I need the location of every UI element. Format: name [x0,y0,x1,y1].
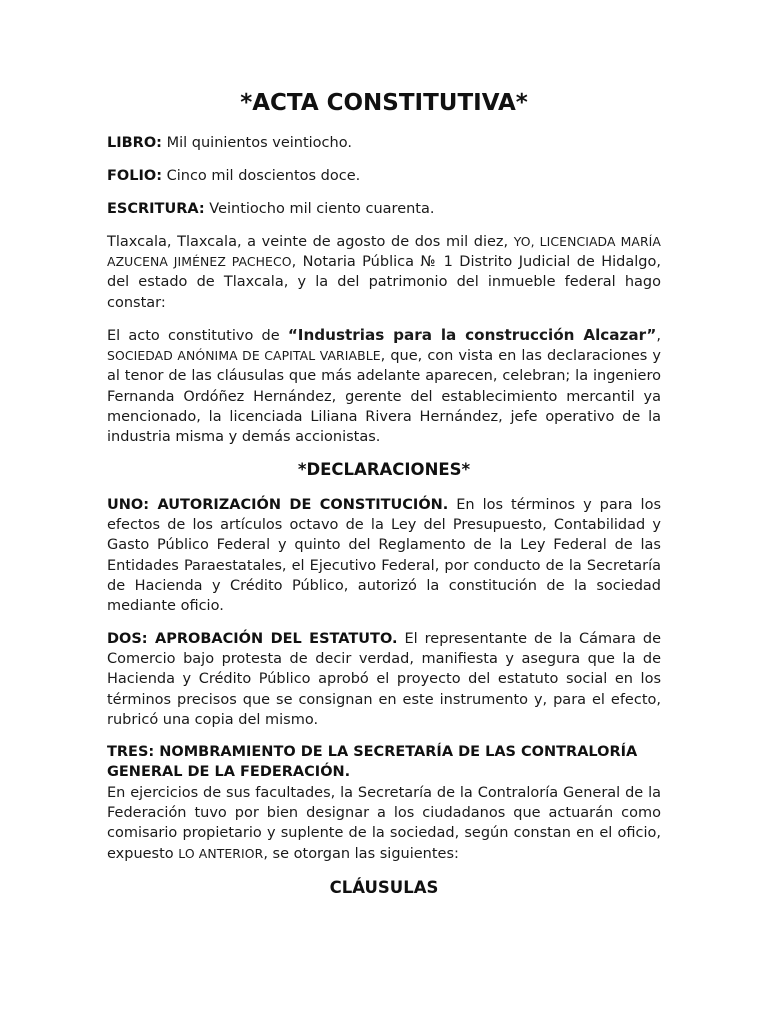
dos-text: El representante de la Cámara de Comercio bajo protesta de decir verdad, manifiesta y asegura que la de Hacienda y Crédito Público aprobó el proyecto del estatuto social en los términos precisos que se consignan en este instrumento y, para el efecto, rubricó una copia del mismo. [107,631,661,728]
intro-paragraph [107,232,661,313]
tres-text-2: LO ANTERIOR [178,845,264,861]
clausulas-heading: CLÁUSULAS [329,878,439,897]
uno-label: UNO: AUTORIZACIÓN DE CONSTITUCIÓN. [107,497,449,513]
acto-paragraph [107,325,661,447]
notary-name: YO, LICENCIADA MARÍA AZUCENA JIMÉNEZ PACHECO [107,234,661,270]
dos-label: DOS: APROBACIÓN DEL ESTATUTO. [107,631,398,647]
tres-paragraph [107,783,661,864]
company-type: SOCIEDAD ANÓNIMA DE CAPITAL VARIABLE [107,348,381,364]
acto-text-3: , que, con vista en las declaraciones y al tenor de las cláusulas que más adelante aparecen, celebran; la ingeniero Fernanda Ordóñez Hernández, gerente del establecimiento mercantil ya mencionado, la licenciada Liliana Rivera Hernández, jefe operativo de la industria misma y demás accionistas. [107,348,662,446]
uno-paragraph [107,495,661,616]
tres-text-3: , se otorgan las siguientes: [263,845,459,862]
acto-text-1: El acto constitutivo de [107,328,288,344]
escritura-value: Veintiocho mil ciento cuarenta. [209,201,435,217]
tres-label: TRES: NOMBRAMIENTO DE LA SECRETARÍA DE LAS CONTRALORÍA GENERAL DE LA FEDERACIÓN. [107,744,638,781]
folio-label: FOLIO: [107,168,162,184]
libro-label: LIBRO: [107,135,162,151]
folio-value: Cinco mil doscientos doce. [166,168,361,184]
uno-text: En los términos y para los efectos de los artículos octavo de la Ley del Presupuesto, Contabilidad y Gasto Público Federal y quinto del Reglamento de la Ley Federal de las Entidades Paraestatales, el Ejecutivo Federal, por conducto de la Secretaría de Hacienda y Crédito Público, autorizó la constitución de la sociedad mediante oficio. [107,497,662,615]
company-name: “Industrias para la construcción Alcazar” [287,326,657,344]
intro-text-1: Tlaxcala, Tlaxcala, a veinte de agosto de dos mil diez, [107,234,514,250]
declaraciones-heading: *DECLARACIONES* [297,460,471,479]
escritura-label: ESCRITURA: [107,201,205,217]
document-title: *ACTA CONSTITUTIVA* [240,90,528,116]
intro-text-2: , Notaria Pública № 1 Distrito Judicial de Hidalgo, del estado de Tlaxcala, y la del patrimonio del inmueble federal hago constar: [107,254,661,311]
libro-line [107,133,661,153]
acto-text-2: , [656,328,661,344]
dos-paragraph [107,629,661,730]
libro-value: Mil quinientos veintiocho. [166,135,352,151]
tres-text-1: En ejercicios de sus facultades, la Secretaría de la Contraloría General de la Federación tuvo por bien designar a los ciudadanos que actuarán como comisario propietario y suplente de la sociedad, según constan en el oficio, expuesto [107,785,661,862]
folio-line [107,166,661,186]
escritura-line [107,199,661,219]
